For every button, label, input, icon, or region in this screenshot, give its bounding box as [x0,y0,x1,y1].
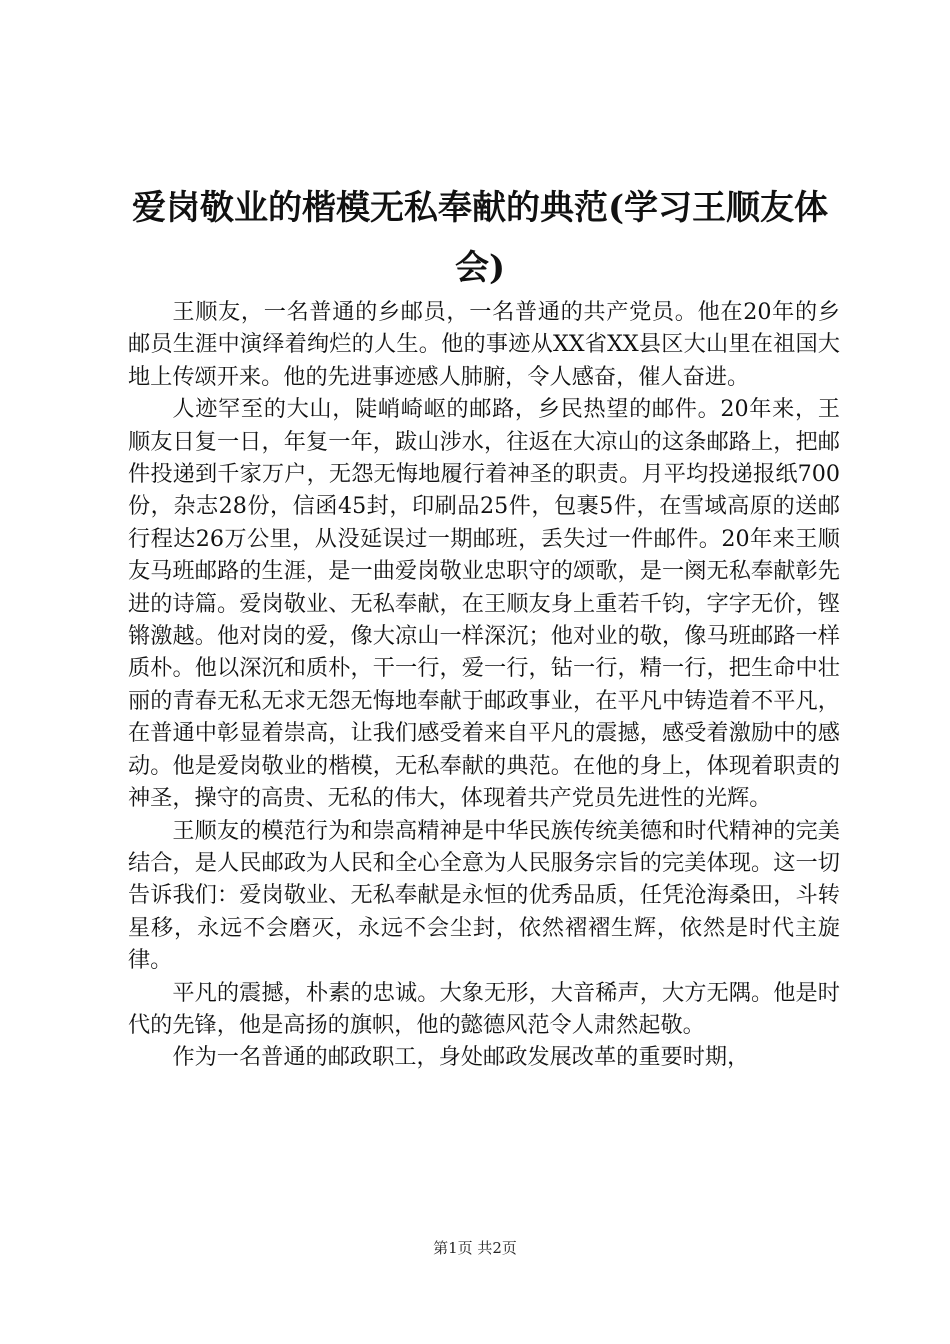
paragraph: 人迹罕至的大山，陡峭崎岖的邮路，乡民热望的邮件。20年来，王顺友日复一日，年复一年，跋山涉水，往返在大凉山的这条邮路上，把邮件投递到千家万户，无怨无悔地履行着神圣的职责。月平均投递报纸700份，杂志28份，信函45封，印刷品25件，包裹5件，在雪域高原的送邮行程达26万公里，从没延误过一期邮班，丢失过一件邮件。20年来王顺友马班邮路的生涯，是一曲爱岗敬业忠职守的颂歌，是一阕无私奉献彰先进的诗篇。爱岗敬业、无私奉献，在王顺友身上重若千钧，字字无价，铿锵激越。他对岗的爱，像大凉山一样深沉；他对业的敬，像马班邮路一样质朴。他以深沉和质朴，干一行，爱一行，钻一行，精一行，把生命中壮丽的青春无私无求无怨无悔地奉献于邮政事业，在平凡中铸造着不平凡，在普通中彰显着崇高，让我们感受着来自平凡的震撼，感受着激励中的感动。他是爱岗敬业的楷模，无私奉献的典范。在他的身上，体现着职责的神圣，操守的高贵、无私的伟大，体现着共产党员先进性的光辉。 [128,396,840,812]
document-title: 爱岗敬业的楷模无私奉献的典范(学习王顺友体会) [131,188,829,288]
document-body [128,296,840,1074]
paragraph: 作为一名普通的邮政职工，身处邮政发展改革的重要时期， [172,1044,750,1071]
page-number-footer: 第1页 共2页 [433,1239,517,1257]
paragraph: 平凡的震撼，朴素的忠诚。大象无形，大音稀声，大方无隅。他是时代的先锋，他是高扬的旗帜，他的懿德风范令人肃然起敬。 [128,979,840,1038]
paragraph: 王顺友的模范行为和崇高精神是中华民族传统美德和时代精神的完美结合，是人民邮政为人民和全心全意为人民服务宗旨的完美体现。这一切告诉我们：爱岗敬业、无私奉献是永恒的优秀品质，任凭沧海桑田，斗转星移，永远不会磨灭，永远不会尘封，依然褶褶生辉，依然是时代主旋律。 [128,817,840,974]
paragraph: 王顺友，一名普通的乡邮员，一名普通的共产党员。他在20年的乡邮员生涯中演绎着绚烂的人生。他的事迹从XX省XX县区大山里在祖国大地上传颂开来。他的先进事迹感人肺腑，令人感奋，催人奋进。 [128,299,840,390]
